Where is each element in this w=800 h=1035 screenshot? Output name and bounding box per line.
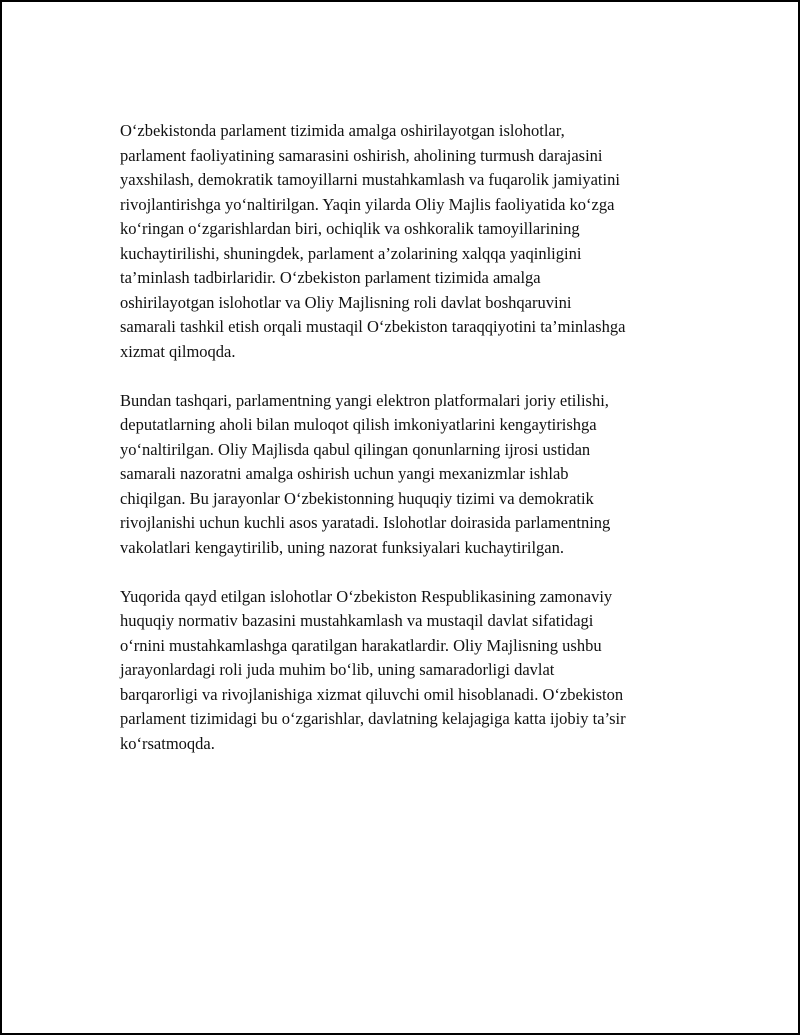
paragraph-1: O‘zbekistonda parlament tizimida amalga oshirilayotgan islohotlar, parlament faoliyatining samarasini oshirish, aholining turmush darajasini yaxshilash, demokratik tamoyillarni mustahkamlash va fuqarolik jamiyatini rivojlantirishga yo‘naltirilgan. Yaqin yilarda Oliy Majlis faoliyatida ko‘zga ko‘ringan o‘zgarishlardan biri, ochiqlik va oshkoralik tamoyillarining kuchaytirilishi, shuningdek, parlament a’zolarining xalqqa yaqinligini ta’minlash tadbirlaridir. O‘zbekiston parlament tizimida amalga oshirilayotgan islohotlar va Oliy Majlisning roli davlat boshqaruvini samarali tashkil etish orqali mustaqil O‘zbekiston taraqqiyotini ta’minlashga xizmat qilmoqda. — [120, 121, 626, 361]
paragraph-3: Yuqorida qayd etilgan islohotlar O‘zbekiston Respublikasining zamonaviy huquqiy normativ bazasini mustahkamlash va mustaqil davlat sifatidagi o‘rnini mustahkamlashga qaratilgan harakatlardir. Oliy Majlisning ushbu jarayonlardagi roli juda muhim bo‘lib, uning samaradorligi davlat barqarorligi va rivojlanishiga xizmat qiluvchi omil hisoblanadi. O‘zbekiston parlament tizimidagi bu o‘zgarishlar, davlatning kelajagiga katta ijobiy ta’sir ko‘rsatmoqda. — [120, 586, 626, 753]
paragraph-2: Bundan tashqari, parlamentning yangi elektron platformalari joriy etilishi, deputatlarning aholi bilan muloqot qilish imkoniyatlarini kengaytirishga yo‘naltirilgan. Oliy Majlisda qabul qilingan qonunlarning ijrosi ustidan samarali nazoratni amalga oshirish uchun yangi mexanizmlar ishlab chiqilgan. Bu jarayonlar O‘zbekistonning huquqiy tizimi va demokratik rivojlanishi uchun kuchli asos yaratadi. Islohotlar doirasida parlamentning vakolatlari kengaytirilib, uning nazorat funksiyalari kuchaytirilgan. — [120, 390, 611, 557]
document-body — [120, 119, 720, 756]
